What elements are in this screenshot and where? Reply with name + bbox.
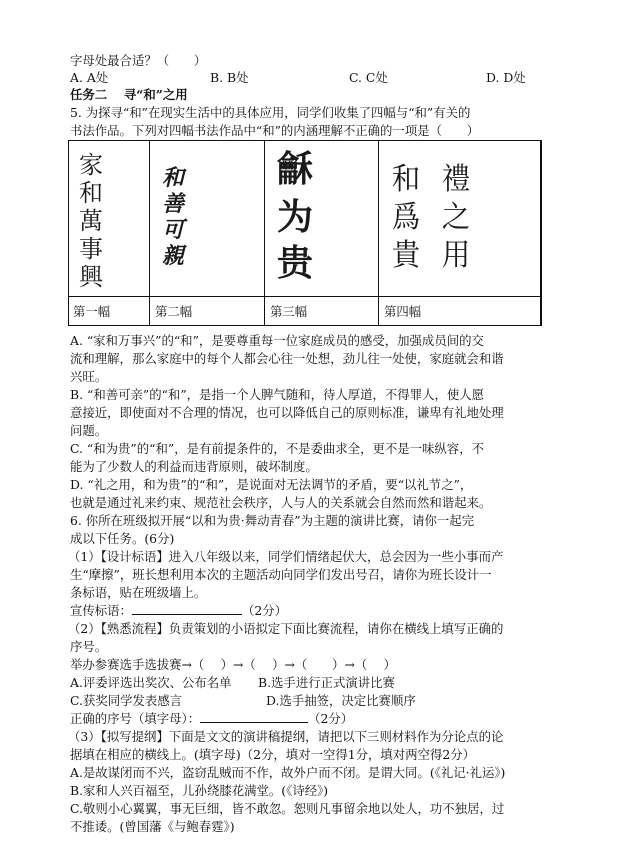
caption-divider [69,296,541,297]
q6-line-1: 6. 你所在班级拟开展“以和为贵·舞动青春”为主题的演讲比赛，请你一起完 [70,513,475,528]
answer-b-3: 问题。 [70,423,108,438]
calligraphy-glyph: 事 [79,235,103,263]
calligraphy-cell-4 [379,141,541,325]
q5-line-1: 5. 为探寻“和”在现实生活中的具体应用，同学们收集了四幅与“和”有关的 [70,105,471,120]
sub2-line-2: 序号。 [70,639,108,654]
order-row [70,710,550,727]
flow-sequence: 举办参赛选手选拔赛→（ ）→（ ）→（ ）→（ ） [70,657,396,672]
calligraphy-glyph: 家 [79,151,103,179]
flow-option-d: D.选手抽签，决定比赛顺序 [266,693,416,708]
answer-a-3: 兴旺。 [70,369,108,384]
option-c: C. C处 [349,70,388,85]
answer-d-2: 也就是通过礼来约束、规范社会秩序，人与人的关系就会自然而然和谐起来。 [70,495,492,510]
slogan-row [70,602,550,619]
answer-a-1: A. “家和万事兴”的“和”，是要尊重每一位家庭成员的感受，加强成员间的交 [70,333,484,348]
calligraphy-glyph: 龢 [277,148,314,190]
calligraphy-cell-2 [150,141,265,325]
sub1-line-1: （1）【设计标语】进入八年级以来，同学们情绪起伏大，总会因为一些小事而产 [68,549,504,564]
task-heading: 任务二 寻“和”之用 [70,87,188,102]
calligraphy-cell-1 [69,141,150,325]
sub3-line-2: 据填在相应的横线上。(填字母)（2分，填对一空得1分，填对两空得2分） [70,747,476,762]
material-b: B.家和人兴百福至，儿孙绕膝花满堂。(《诗经》) [70,783,329,798]
flow-option-a: A.评委评选出奖次、公布名单 [70,675,232,690]
order-label: 正确的序号（填字母）： [70,711,201,726]
option-a: A. A处 [70,70,109,85]
sub2-line-1: （2）【熟悉流程】负责策划的小语拟定下面比赛流程，请你在横线上填写正确的 [68,621,504,636]
calligraphy-glyph: 爲 [391,200,421,235]
order-score: （2分） [308,711,354,726]
material-c-1: C.敬则小心翼翼，事无巨细，皆不敢忽。恕则凡事留余地以处人，功不独居，过 [70,801,505,816]
caption-4: 第四幅 [384,304,422,319]
answer-b-2: 意接近，即使面对不合理的情况，也可以降低自己的原则标准，谦卑有礼地处理 [70,405,504,420]
calligraphy-glyph: 興 [79,263,103,291]
caption-3: 第三幅 [270,304,308,319]
sub3-line-1: （3）【拟写提纲】下面是文文的演讲稿提纲，请把以下三则材料作为分论点的论 [68,729,504,744]
material-a: A.是故谋闭而不兴，盗窃乱贼而不作，故外户而不闭。是谓大同。(《礼记·礼运》) [70,765,506,780]
option-b: B. B处 [210,70,249,85]
option-d: D. D处 [486,70,526,85]
sub1-line-2: 生“摩擦”，班长想利用本次的主题活动向同学们发出号召，请你为班长设计一 [70,567,492,582]
order-blank[interactable] [200,710,308,723]
material-c-2: 不推诿。(曾国藩《与鲍春霆》) [70,819,235,834]
answer-c-2: 能为了少数人的利益而违背原则，破坏制度。 [70,459,318,474]
calligraphy-glyph: 之 [441,200,471,235]
answer-d-1: D. “礼之用，和为贵”的“和”，是说面对无法调节的矛盾，要“以礼节之”， [70,477,473,492]
q6-line-2: 成以下任务。(6分) [70,531,175,546]
caption-2: 第二幅 [155,304,193,319]
sub1-line-3: 条标语，贴在班级墙上。 [70,585,207,600]
calligraphy-glyph: 貴 [391,238,421,273]
flow-option-c: C.获奖同学发表感言 [70,693,183,708]
calligraphy-glyph: 親 [162,243,185,269]
answer-b-1: B. “和善可亲”的“和”，是指一个人脾气随和，待人厚道，不得罪人，使人愿 [70,387,485,402]
calligraphy-glyph: 可 [162,217,185,243]
slogan-blank[interactable] [132,602,242,615]
caption-1: 第一幅 [73,304,111,319]
calligraphy-glyph: 善 [162,191,185,217]
answer-c-1: C. “和为贵”的“和”，是有前提条件的，不是委曲求全，更不是一味纵容，不 [70,441,484,456]
calligraphy-cell-3 [265,141,379,325]
calligraphy-glyph: 为 [277,196,314,238]
calligraphy-glyph: 用 [441,238,471,273]
q5-line-2: 书法作品。下列对四幅书法作品中“和”的内涵理解不正确的一项是（ ） [70,123,480,138]
answer-a-2: 流和理解，那么家庭中的每个人都会心往一处想，劲儿往一处使，家庭就会和谐 [70,351,504,366]
question-tail: 字母处最合适？（ ） [70,53,207,68]
calligraphy-glyph: 禮 [441,162,471,197]
calligraphy-glyph: 贵 [277,242,314,284]
slogan-score: （2分） [241,603,288,618]
calligraphy-glyph: 萬 [79,207,103,235]
calligraphy-glyph: 和 [79,179,103,207]
calligraphy-glyph: 和 [162,165,185,191]
calligraphy-table [68,140,542,326]
calligraphy-glyph: 和 [391,162,421,197]
slogan-label: 宣传标语： [70,603,132,618]
flow-option-b: B.选手进行正式演讲比赛 [258,675,395,690]
